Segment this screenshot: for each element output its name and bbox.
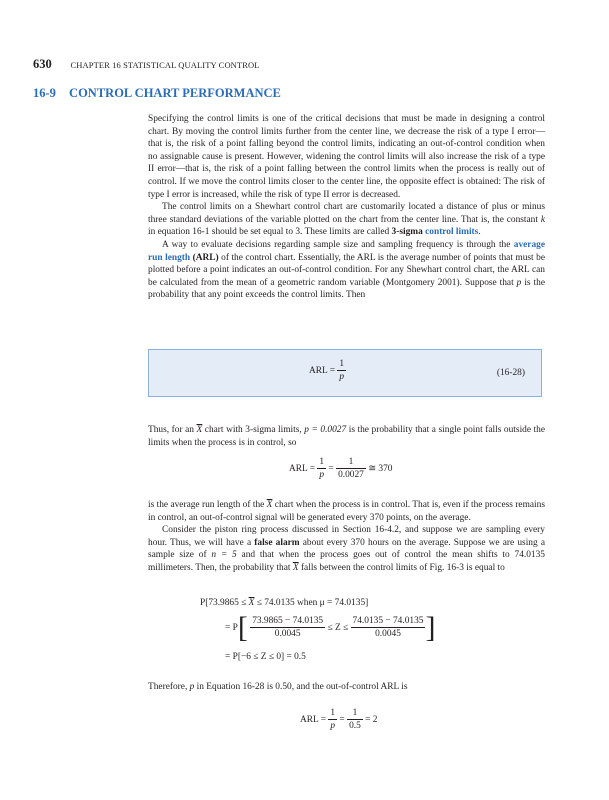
equation-probability-line-2: = P[ $\frac{73.9865 - 74.0135}{0.0045}$ ≤ Z ≤ $\frac{74.0135 - 74.0135}{0.0045}$ ] (225, 611, 436, 644)
section-title: CONTROL CHART PERFORMANCE (69, 86, 281, 100)
running-header (33, 57, 260, 72)
paragraph-4: Thus, for an $\overline{X}$ chart with 3-sigma limits, p = 0.0027 is the probability that a single point falls outside the limits when the process is in control, so (148, 425, 546, 448)
body-text-top (148, 113, 545, 302)
paragraph-2: The control limits on a Shewhart control chart are customarily located a distance of plus or minus three standard deviations of the variable plotted on the chart from the center line. That is, the constant k in equation 16-1 should be set equal to 3. These limits are called 3-sigma control limits. (148, 202, 545, 238)
section-heading (33, 86, 281, 101)
equation-arl-out-of-control: ARL = $\frac{1}{p}$ = $\frac{1}{0.5}$ = 2 (300, 708, 378, 731)
paragraph-6: Consider the piston ring process discussed in Section 16-4.2, and suppose we are sampling every hour. Thus, we will have a false alarm about every 370 hours on the average. Suppose we are using a sample size of n = 5 and that when the process goes out of control the mean shifts to 74.0135 millimeters. Then, the probability that $\overline{X}$ falls between the control limits of Fig. 16-3 is equal to (148, 525, 545, 573)
section-number: 16-9 (33, 86, 56, 100)
paragraph-3: A way to evaluate decisions regarding sample size and sampling frequency is through the average run length (ARL) of the control chart. Essentially, the ARL is the average number of points that must be plotted before a point indicates an out-of-control condition. For any Shewhart control chart, the ARL can be calculated from the mean of a geometric random variable (Montgomery 2001). Suppose that p is the probability that any point exceeds the control limits. Then (148, 239, 546, 301)
equation-arl-in-control: ARL = $\frac{1}{p}$ = $\frac{1}{0.0027}$ ≅ 370 (289, 457, 393, 480)
equation-probability-line-1: $P[73.9865 \le \overline{X} \le 74.0135$ when μ = 74.0135] (200, 598, 369, 608)
paragraph-1: Specifying the control limits is one of the critical decisions that must be made in designing a control chart. By moving the control limits further from the center line, we decrease the risk of a type I error—that is, the risk of a point falling beyond the control limits, indicating an out-of-control condition when no assignable cause is present. However, widening the control limits will also increase the risk of a type II error—that is, the risk of a point falling between the control limits when the process is really out of control. If we move the control limits closer to the center line, the opposite effect is obtained: The risk of type I error is increased, while the risk of type II error is decreased. (148, 114, 545, 200)
equation-box-16-28 (148, 349, 542, 397)
equation-probability-line-3: = P[−6 ≤ Z ≤ 0] = 0.5 (225, 652, 306, 662)
paragraph-7: Therefore, p in Equation 16-28 is 0.50, and the out-of-control ARL is (148, 682, 408, 692)
body-text-middle (148, 499, 545, 575)
page-number: 630 (33, 57, 52, 71)
equation-number: (16-28) (496, 368, 525, 378)
chapter-title: CHAPTER 16 STATISTICAL QUALITY CONTROL (70, 60, 260, 70)
equation-16-28: ARL = $\frac{1}{p}$ (309, 359, 345, 382)
paragraph-5: is the average run length of the $\overline{X}$ chart when the process is in control. That is, even if the process remains in control, an out-of-control signal will be generated every 370 points, on the average. (148, 500, 545, 523)
